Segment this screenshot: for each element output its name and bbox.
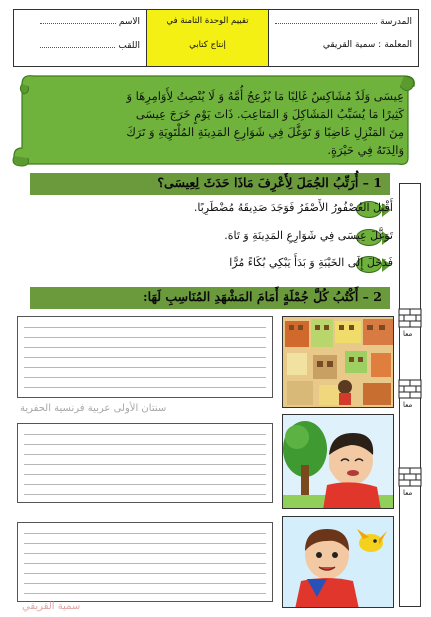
- story-line: كَثِيرًا مَا يُسَبِّبُ المَشَاكِلَ وَ المَتَاعِبَ. ذَاتَ يَوْمٍ خَرَجَ عِيسَى: [135, 107, 404, 121]
- subject-title: إنتاج كتابي: [189, 40, 226, 50]
- writing-line: [24, 337, 266, 338]
- writing-line: [24, 387, 266, 388]
- writing-line: [24, 484, 266, 485]
- boy-bird-illustration: [283, 517, 394, 608]
- teacher-name: : سمية القريقي: [322, 40, 382, 50]
- scene-image-city: [282, 316, 394, 408]
- author-watermark: سمية القريقي: [22, 601, 81, 612]
- header-table: [13, 9, 419, 67]
- surname-field[interactable]: [40, 40, 115, 48]
- story-line: عِيسَى وَلَدٌ مُشَاكِسٌ غَالِبًا مَا يُزْعِجُ أُمَّهُ وَ لَا يُنْصِتُ لِأَوَامِرِهَا وَ: [126, 89, 404, 103]
- unit-title-cell: [146, 10, 268, 66]
- writing-line: [24, 553, 266, 554]
- writing-line: [24, 377, 266, 378]
- writing-line: [24, 494, 266, 495]
- surname-label: اللقب: [118, 41, 140, 51]
- name-label: الاسم: [118, 17, 140, 27]
- sentence-1: أَقْبَلَ العُصْفُورُ الأَصْفَرُ فَوَجَدَ صَدِيقَهُ مُضْطَرِبًا.: [193, 201, 393, 214]
- name-cell: [34, 10, 146, 66]
- question-1-title: 1 – أُرَتِّبُ الجُمَلَ لِأَعْرِفَ مَاذَا حَدَثَ لِعِيسَى؟: [30, 173, 390, 195]
- writing-line: [24, 464, 266, 465]
- writing-line: [24, 543, 266, 544]
- watermark-text: سنتان الأولى عربية فرنسية الحفرية: [20, 403, 167, 414]
- story-line: وَالِدَتَهُ فِي حَيْرَةٍ.: [327, 143, 404, 157]
- crying-boy-illustration: [283, 415, 394, 509]
- writing-line: [24, 593, 266, 594]
- writing-line: [24, 533, 266, 534]
- writing-box-3[interactable]: [17, 522, 273, 602]
- scene-image-crying-boy: [282, 414, 394, 509]
- question-2-title: 2 – أَكْتُبُ كُلَّ جُمْلَةٍ أَمَامَ المَشْهَدِ المُنَاسِبِ لَهَا:: [30, 287, 390, 309]
- story-text: [26, 87, 404, 159]
- scene-image-boy-bird: [282, 516, 394, 608]
- unit-title: تقييم الوحدة الثامنة في: [166, 16, 249, 26]
- writing-line: [24, 444, 266, 445]
- strip-label: معا: [403, 330, 413, 338]
- writing-line: [24, 367, 266, 368]
- city-illustration: [283, 317, 394, 408]
- teacher-label: المعلمة: [384, 40, 412, 50]
- writing-box-1[interactable]: [17, 316, 273, 398]
- school-field[interactable]: [275, 16, 377, 24]
- story-line: مِنَ المَنْزِلِ غَاضِبًا وَ تَوَغَّلَ فِي شَوَارِعِ المَدِينَةِ المُلْتَوِيَةِ وَ تَرَكَ: [126, 125, 404, 139]
- writing-line: [24, 357, 266, 358]
- name-field[interactable]: [40, 16, 116, 24]
- sentence-3: فَدَخَلَ إِلَى الخَيْبَةِ وَ بَدَأَ يَبْكِي بُكَاءً مُرًّا: [229, 256, 393, 269]
- school-teacher-cell: [268, 10, 418, 66]
- writing-line: [24, 434, 266, 435]
- writing-line: [24, 347, 266, 348]
- writing-line: [24, 573, 266, 574]
- writing-line: [24, 563, 266, 564]
- strip-label: معا: [403, 401, 413, 409]
- brick-icon: [398, 379, 422, 399]
- writing-line: [24, 474, 266, 475]
- writing-box-2[interactable]: [17, 423, 273, 503]
- school-label: المدرسة: [380, 17, 412, 27]
- strip-label: معا: [403, 489, 413, 497]
- brick-icon: [398, 308, 422, 328]
- writing-line: [24, 454, 266, 455]
- sentence-2: تَوَغَّلَ عِيسَى فِي شَوَارِعِ المَدِينَةِ وَ تَاهَ.: [224, 229, 393, 242]
- writing-line: [24, 327, 266, 328]
- writing-line: [24, 583, 266, 584]
- story-scroll: [8, 72, 418, 168]
- brick-icon: [398, 467, 422, 487]
